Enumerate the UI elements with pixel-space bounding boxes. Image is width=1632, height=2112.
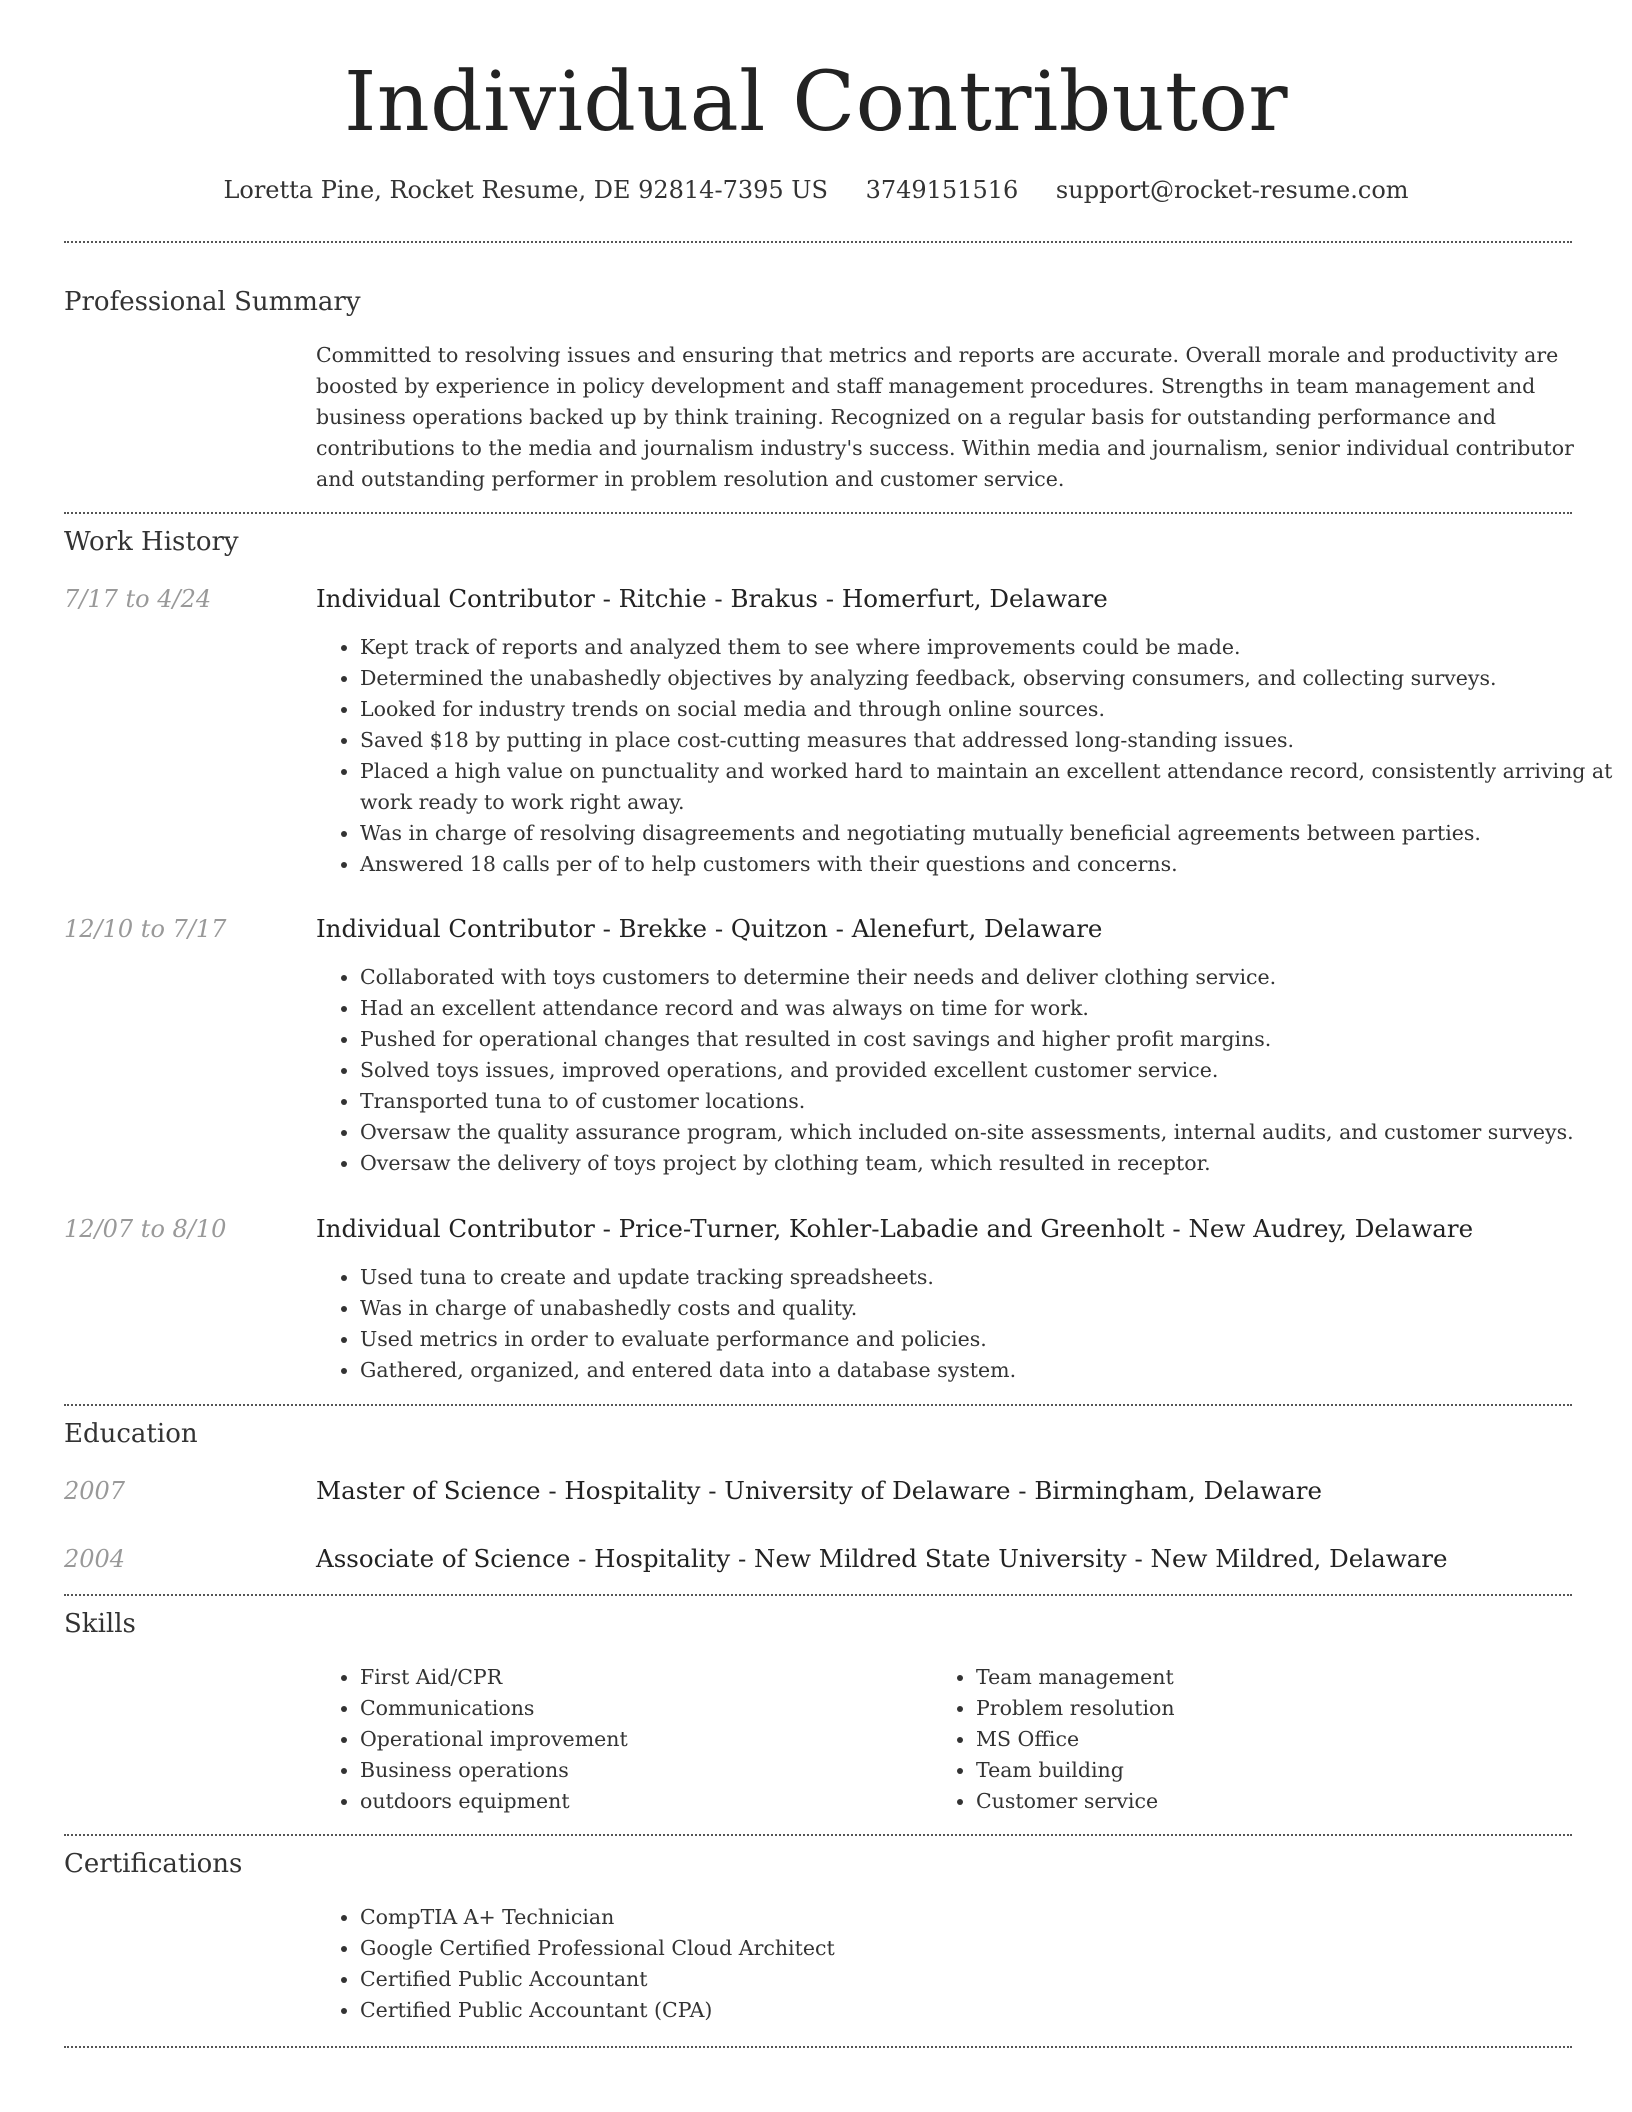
- list-item: • Determined the unabashedly objectives by analyzing feedback, observing consumers, and collecting surveys.: [360, 663, 1615, 694]
- section-title-summary: Professional Summary: [64, 287, 361, 317]
- list-item: • MS Office: [976, 1724, 1632, 1755]
- section-title-certifications: Certifications: [64, 1849, 243, 1879]
- job-details: - Ritchie - Brakus - Homerfurt, Delaware: [594, 584, 1108, 613]
- list-item: • Transported tuna to of customer locations.: [360, 1086, 1615, 1117]
- list-item: • Kept track of reports and analyzed them to see where improvements could be made.: [360, 632, 1615, 663]
- list-item: • Google Certified Professional Cloud Architect: [360, 1933, 1615, 1964]
- job-bullets: [316, 1262, 1615, 1386]
- list-item: • Answered 18 calls per of to help customers with their questions and concerns.: [360, 849, 1615, 880]
- list-item: • Communications: [360, 1693, 1615, 1724]
- education-entry: [316, 1472, 1322, 1510]
- job-title: Individual Contributor: [316, 1214, 595, 1243]
- list-item: • Was in charge of unabashedly costs and quality.: [360, 1293, 1615, 1324]
- list-item: • Pushed for operational changes that resulted in cost savings and higher profit margins.: [360, 1024, 1615, 1055]
- job-heading: [316, 580, 1108, 618]
- divider: [64, 512, 1572, 514]
- list-item: • Oversaw the delivery of toys project by clothing team, which resulted in receptor.: [360, 1148, 1615, 1179]
- education-year: 2004: [64, 1545, 126, 1573]
- job-dates: 7/17 to 4/24: [64, 585, 212, 613]
- certifications-list: [316, 1902, 1615, 2026]
- job-heading: [316, 910, 1102, 948]
- divider: [64, 2046, 1572, 2048]
- list-item: • Problem resolution: [976, 1693, 1632, 1724]
- section-title-education: Education: [64, 1419, 198, 1449]
- list-item: • Used tuna to create and update tracking spreadsheets.: [360, 1262, 1615, 1293]
- list-item: • Team building: [976, 1755, 1632, 1786]
- education-degree: Associate of Science - Hospitality: [316, 1544, 731, 1573]
- education-details: - New Mildred State University - New Mildred, Delaware: [730, 1544, 1448, 1573]
- job-details: - Brekke - Quitzon - Alenefurt, Delaware: [594, 914, 1103, 943]
- list-item: • Certified Public Accountant: [360, 1964, 1615, 1995]
- skills-list-right: [932, 1662, 1632, 1817]
- education-degree: Master of Science - Hospitality: [316, 1476, 701, 1505]
- list-item: • Gathered, organized, and entered data into a database system.: [360, 1355, 1615, 1386]
- job-bullets: [316, 962, 1615, 1179]
- list-item: • outdoors equipment: [360, 1786, 1615, 1817]
- section-title-skills: Skills: [64, 1609, 136, 1639]
- divider: [64, 1594, 1572, 1596]
- summary-text: Committed to resolving issues and ensuring that metrics and reports are accurate. Overall morale and productivity are boosted by experience in policy development and staff management procedures. Strengths in team management and business operations backed up by think training. Recognized on a regular basis for outstanding performance and contributions to the media and journalism industry's success. Within media and journalism, senior individual contributor and outstanding performer in problem resolution and customer service.: [316, 343, 1574, 491]
- list-item: • CompTIA A+ Technician: [360, 1902, 1615, 1933]
- divider: [64, 1404, 1572, 1406]
- education-details: - University of Delaware - Birmingham, Delaware: [700, 1476, 1322, 1505]
- list-item: • Placed a high value on punctuality and worked hard to maintain an excellent attendance record, consistently arriving at work ready to work right away.: [360, 756, 1615, 818]
- list-item: • Oversaw the quality assurance program, which included on-site assessments, internal audits, and customer surveys.: [360, 1117, 1615, 1148]
- job-heading: [316, 1210, 1473, 1248]
- contact-line: [0, 170, 1632, 210]
- job-dates: 12/07 to 8/10: [64, 1215, 227, 1243]
- job-title: Individual Contributor: [316, 914, 595, 943]
- list-item: • Was in charge of resolving disagreements and negotiating mutually beneficial agreements between parties.: [360, 818, 1615, 849]
- list-item: • First Aid/CPR: [360, 1662, 1615, 1693]
- list-item: • Had an excellent attendance record and was always on time for work.: [360, 993, 1615, 1024]
- list-item: • Customer service: [976, 1786, 1632, 1817]
- job-details: - Price-Turner, Kohler-Labadie and Greenholt - New Audrey, Delaware: [594, 1214, 1474, 1243]
- contact-phone: 3749151516: [865, 176, 1019, 204]
- job-dates: 12/10 to 7/17: [64, 915, 227, 943]
- list-item: • Operational improvement: [360, 1724, 1615, 1755]
- list-item: • Collaborated with toys customers to determine their needs and deliver clothing service.: [360, 962, 1615, 993]
- list-item: • Solved toys issues, improved operations, and provided excellent customer service.: [360, 1055, 1615, 1086]
- job-bullets: [316, 632, 1615, 880]
- contact-email: support@rocket-resume.com: [1055, 176, 1409, 204]
- contact-address: Loretta Pine, Rocket Resume, DE 92814-7395 US: [223, 176, 828, 204]
- list-item: • Used metrics in order to evaluate performance and policies.: [360, 1324, 1615, 1355]
- list-item: • Certified Public Accountant (CPA): [360, 1995, 1615, 2026]
- list-item: • Saved $18 by putting in place cost-cutting measures that addressed long-standing issues.: [360, 725, 1615, 756]
- list-item: • Looked for industry trends on social media and through online sources.: [360, 694, 1615, 725]
- education-entry: [316, 1540, 1448, 1578]
- resume-name: Individual Contributor: [343, 55, 1289, 150]
- divider: [64, 1834, 1572, 1836]
- education-year: 2007: [64, 1477, 126, 1505]
- divider: [64, 241, 1572, 243]
- list-item: • Business operations: [360, 1755, 1615, 1786]
- job-title: Individual Contributor: [316, 584, 595, 613]
- section-title-work: Work History: [64, 527, 239, 557]
- list-item: • Team management: [976, 1662, 1632, 1693]
